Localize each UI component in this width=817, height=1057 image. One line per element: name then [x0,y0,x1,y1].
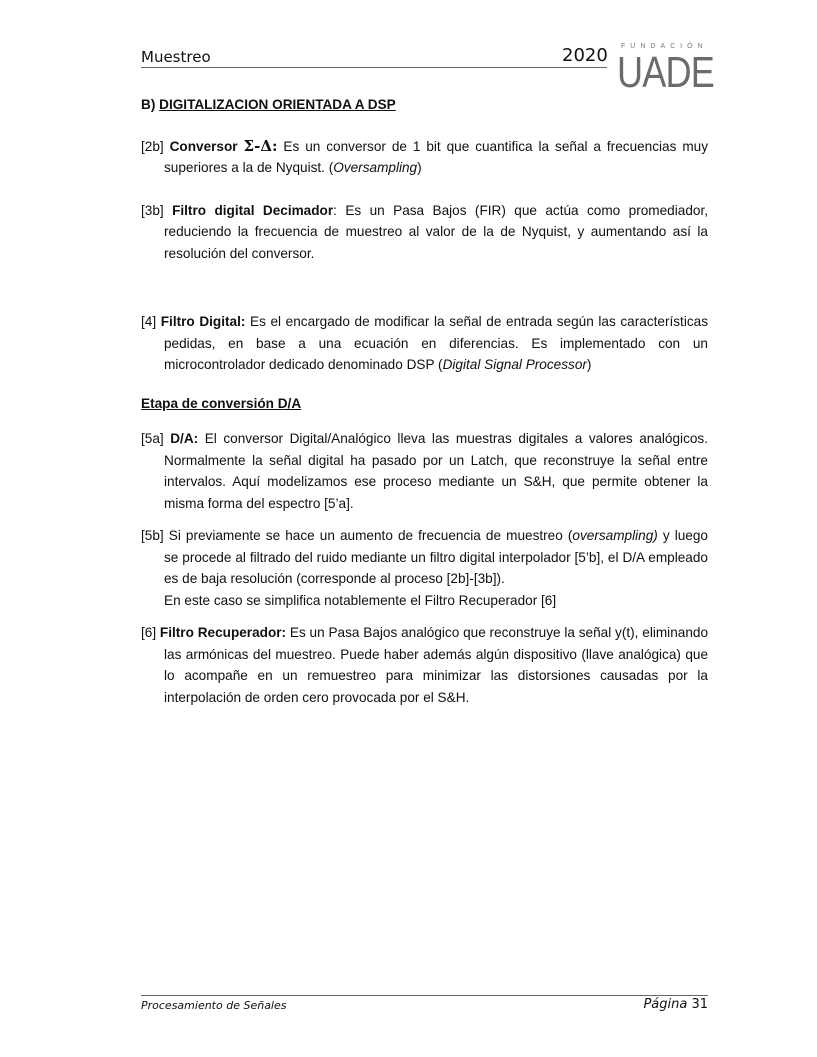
item-tag: [2b] [141,138,170,154]
item-term: Conversor [169,138,244,154]
header-divider [141,67,607,68]
paragraph-5b [141,525,708,611]
paragraph-3b [141,200,708,265]
item-tag: [5b] [141,528,169,543]
heading-prefix: B) [141,97,160,112]
heading-title: DIGITALIZACION ORIENTADA A DSP [159,97,396,112]
paragraph-2b [141,136,708,179]
paragraph-6 [141,622,708,708]
footer-page [643,997,708,1012]
header-title: Muestreo [141,48,211,66]
page-number: 31 [691,997,708,1012]
item-term: Filtro Recuperador: [159,625,287,640]
item-italic: Digital Signal Processor [442,357,587,372]
page-label: Página [643,997,688,1012]
footer-course: Procesamiento de Señales [141,999,287,1012]
logo-uade: UADE [617,48,714,97]
item-text: Es el encargado de modificar la señal de entrada según las características pedidas, en base a una ecuación en diferencias. Es implementado con un microcontrolador dedicado denominado DSP ( [164,314,709,372]
item-italic: oversampling) [572,528,658,543]
section-heading-b [141,94,708,116]
item-end: ) [417,160,422,175]
footer-divider [141,995,708,996]
item-term: Filtro Digital: [160,314,246,329]
logo-fundacion: FUNDACIÓN [621,43,708,50]
item-tag: [3b] [141,202,173,218]
item-text: : Es un Pasa Bajos (FIR) que actúa como promediador, reduciendo la frecuencia de muestreo al valor de la de Nyquist, y aumentando así la resolución del conversor. [164,202,708,261]
item-end: ) [586,357,592,372]
item-text-3: En este caso se simplifica notablemente el Filtro Recuperador [6] [164,592,557,608]
paragraph-5a [141,428,708,514]
item-tag: [6] [141,625,160,640]
header-year: 2020 [562,45,608,66]
item-term: D/A: [170,431,199,446]
item-tag: [4] [141,314,161,329]
item-italic: Oversampling [333,160,418,175]
section-heading-da: Etapa de conversión D/A [141,395,302,411]
page-body [141,94,708,708]
item-text: El conversor Digital/Analógico lleva las muestras digitales a valores analógicos. Normalmente la señal digital ha pasado por un Latch, que reconstruye la señal entre intervalos. Aquí modelizamos ese proceso mediante un S&H, que permite obtener la misma forma del espectro [5’a]. [164,431,709,511]
paragraph-4 [141,311,708,376]
item-text: Es un Pasa Bajos analógico que reconstruye la señal y(t), eliminando las armónicas del muestreo. Puede haber además algún dispositivo (llave analógica) que lo acompañe en un remuestreo para minimizar las distorsiones causadas por la interpolación de orden cero provocada por el S&H. [164,625,709,705]
sigma-delta-symbol: Σ-Δ: [243,136,278,155]
item-term: Filtro digital Decimador [172,202,334,218]
item-text: Si previamente se hace un aumento de frecuencia de muestreo ( [168,528,573,543]
uade-logo [617,43,714,97]
item-tag: [5a] [141,431,171,446]
item-text: Es un conversor de 1 bit que cuantifica la señal a frecuencias muy superiores a la de Nyquist. ( [164,138,709,175]
item-text-2: y luego se procede al filtrado del ruido mediante un filtro digital interpolador [5’b], el D/A empleado es de baja resolución (corresponde al proceso [2b]-[3b]). [164,528,708,586]
